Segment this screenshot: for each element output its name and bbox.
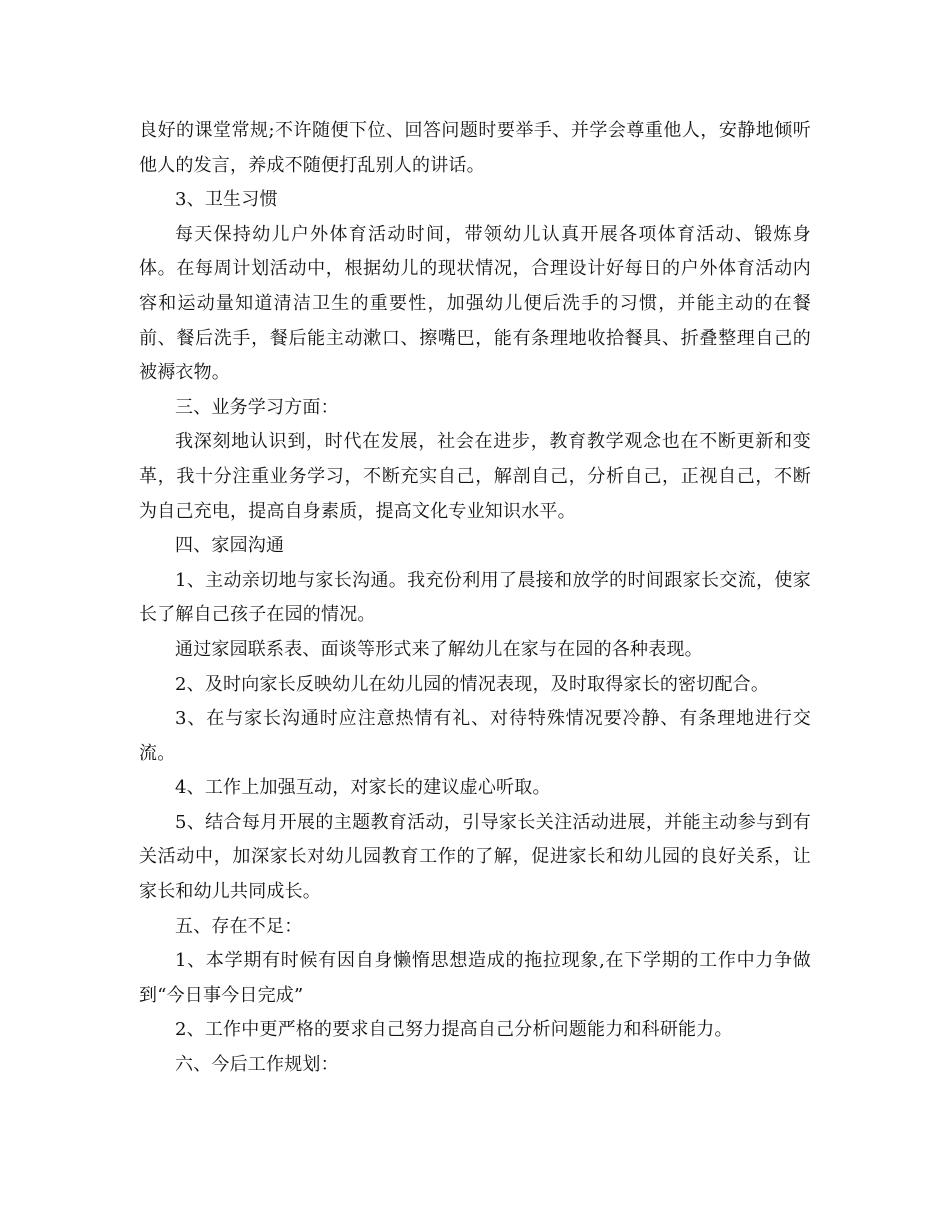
paragraph-communication-1: 1、主动亲切地与家长沟通。我充份利用了晨接和放学的时间跟家长交流，使家长了解自己孩子在园的情况。 bbox=[139, 569, 811, 626]
heading-shortcomings: 五、存在不足： bbox=[175, 915, 303, 937]
paragraph-professional-study: 我深刻地认识到，时代在发展，社会在进步，教育教学观念也在不断更新和变革，我十分注重业务学习，不断充实自己，解剖自己，分析自己，正视自己，不断为自己充电，提高自身素质，提高文化专业知识水平。 bbox=[139, 431, 811, 522]
document-page bbox=[139, 114, 811, 1083]
paragraph-communication-2: 2、及时向家长反映幼儿在幼儿园的情况表现，及时取得家长的密切配合。 bbox=[175, 673, 770, 695]
paragraph-hygiene: 每天保持幼儿户外体育活动时间，带领幼儿认真开展各项体育活动、锻炼身体。在每周计划活动中，根据幼儿的现状情况，合理设计好每日的户外体育活动内容和运动量知道清洁卫生的重要性，加强幼儿便后洗手的习惯，并能主动的在餐前、餐后洗手，餐后能主动漱口、擦嘴巴，能有条理地收拾餐具、折叠整理自己的被褥衣物。 bbox=[139, 223, 811, 384]
heading-hygiene-habits: 3、卫生习惯 bbox=[175, 189, 278, 211]
paragraph-1: 良好的课堂常规;不许随便下位、回答问题时要举手、并学会尊重他人，安静地倾听他人的发言，养成不随便打乱别人的讲话。 bbox=[139, 120, 811, 176]
paragraph-communication-4: 4、工作上加强互动，对家长的建议虚心听取。 bbox=[175, 777, 551, 799]
heading-home-school-communication: 四、家园沟通 bbox=[175, 535, 285, 557]
paragraph-shortcoming-2: 2、工作中更严格的要求自己努力提高自己分析问题能力和科研能力。 bbox=[175, 1019, 733, 1041]
paragraph-communication-5: 5、结合每月开展的主题教育活动，引导家长关注活动进展，并能主动参与到有关活动中，加深家长对幼儿园教育工作的了解，促进家长和幼儿园的良好关系，让家长和幼儿共同成长。 bbox=[139, 811, 811, 903]
paragraph-communication-contact: 通过家园联系表、面谈等形式来了解幼儿在家与在园的各种表现。 bbox=[175, 638, 703, 660]
paragraph-communication-3: 3、在与家长沟通时应注意热情有礼、对待特殊情况要冷静、有条理地进行交流。 bbox=[139, 708, 811, 764]
heading-future-plan: 六、今后工作规划： bbox=[175, 1054, 339, 1076]
heading-professional-study: 三、业务学习方面： bbox=[175, 396, 339, 418]
paragraph-shortcoming-1: 1、本学期有时候有因自身懒惰思想造成的拖拉现象,在下学期的工作中力争做到“今日事今日完成” bbox=[139, 950, 811, 1006]
